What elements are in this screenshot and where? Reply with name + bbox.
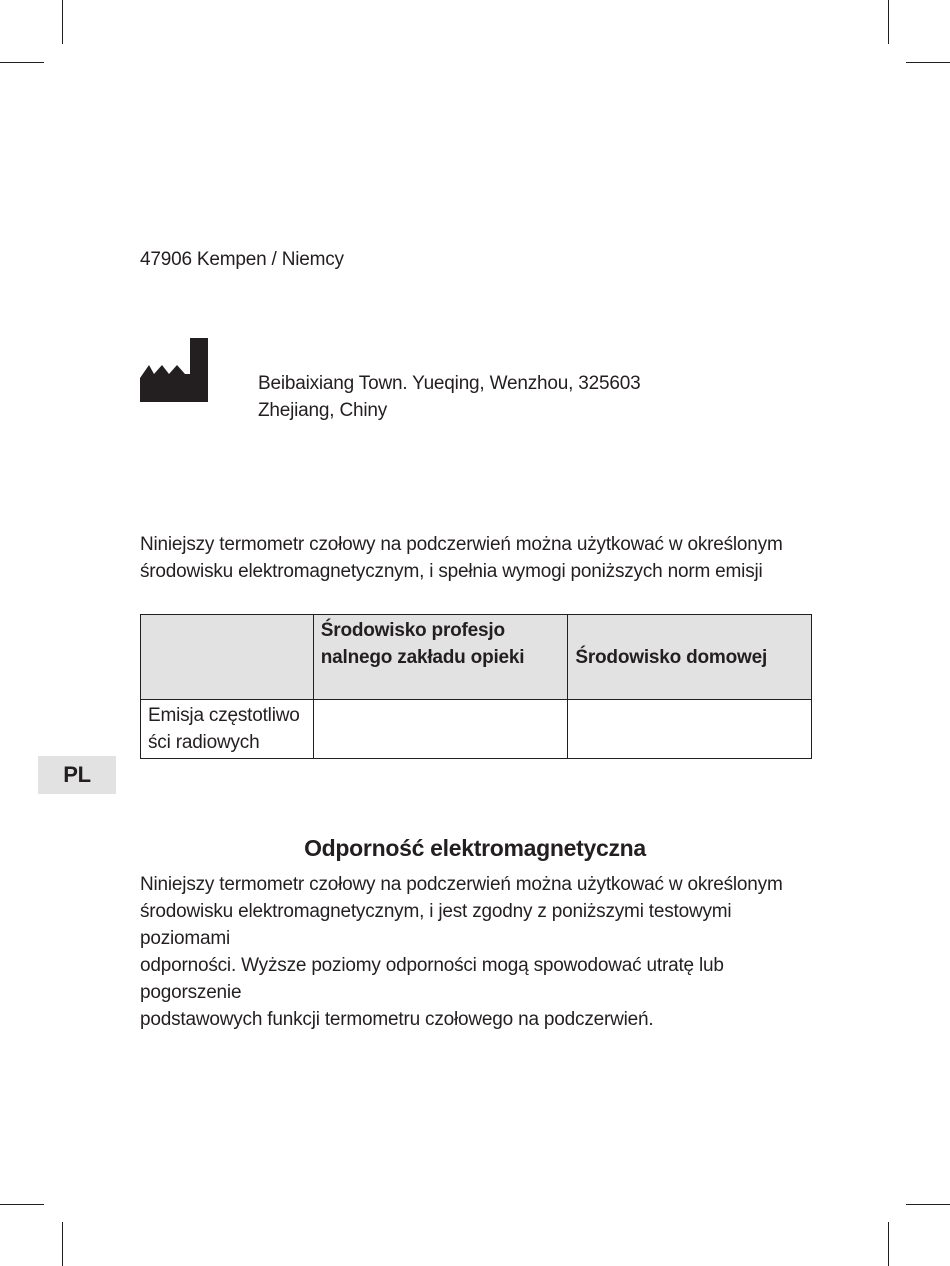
emission-intro-paragraph bbox=[140, 531, 820, 585]
table-cell bbox=[568, 700, 812, 759]
crop-mark-bottom-right-h bbox=[906, 1204, 950, 1205]
crop-mark-top-right-h bbox=[906, 62, 950, 63]
table-header-row bbox=[141, 615, 812, 700]
immunity-line: środowisku elektromagnetycznym, i jest zgodny z poniższymi testowymi poziomami bbox=[140, 901, 732, 949]
manufacturer-address-line-2: Zhejiang, Chiny bbox=[258, 400, 388, 421]
immunity-line: podstawowych funkcji termometru czołowego na podczerwień. bbox=[140, 1009, 654, 1030]
crop-mark-bottom-left-h bbox=[0, 1204, 44, 1205]
table-header-cell-empty bbox=[141, 615, 314, 700]
language-tab: PL bbox=[38, 756, 116, 794]
crop-mark-bottom-right-v bbox=[888, 1222, 889, 1266]
crop-mark-top-left-v bbox=[62, 0, 63, 44]
table-header-cell-home: Środowisko domowej bbox=[568, 615, 812, 700]
emission-intro-line: środowisku elektromagnetycznym, i spełnia wymogi poniższych norm emisji bbox=[140, 561, 763, 582]
manufacturer-address-line-1: Beibaixiang Town. Yueqing, Wenzhou, 325603 bbox=[258, 373, 641, 394]
table-cell-label: Emisja częstotliwo ści radiowych bbox=[141, 700, 314, 759]
emission-table bbox=[140, 614, 812, 759]
crop-mark-top-left-h bbox=[0, 62, 44, 63]
emission-intro-line: Niniejszy termometr czołowy na podczerwień można użytkować w określonym bbox=[140, 534, 783, 555]
immunity-line: Niniejszy termometr czołowy na podczerwień można użytkować w określonym bbox=[140, 874, 783, 895]
crop-mark-top-right-v bbox=[888, 0, 889, 44]
importer-address-line: 47906 Kempen / Niemcy bbox=[140, 249, 344, 270]
immunity-paragraph bbox=[140, 871, 820, 1033]
manufacturer-address bbox=[258, 370, 640, 424]
section-title: Odporność elektromagnetyczna bbox=[304, 835, 646, 861]
immunity-line: odporności. Wyższe poziomy odporności mogą spowodować utratę lub pogorszenie bbox=[140, 955, 724, 1003]
factory-icon bbox=[140, 338, 208, 402]
table-cell bbox=[313, 700, 568, 759]
table-row bbox=[141, 700, 812, 759]
table-header-cell-professional: Środowisko profesjo nalnego zakładu opieki bbox=[313, 615, 568, 700]
crop-mark-bottom-left-v bbox=[62, 1222, 63, 1266]
